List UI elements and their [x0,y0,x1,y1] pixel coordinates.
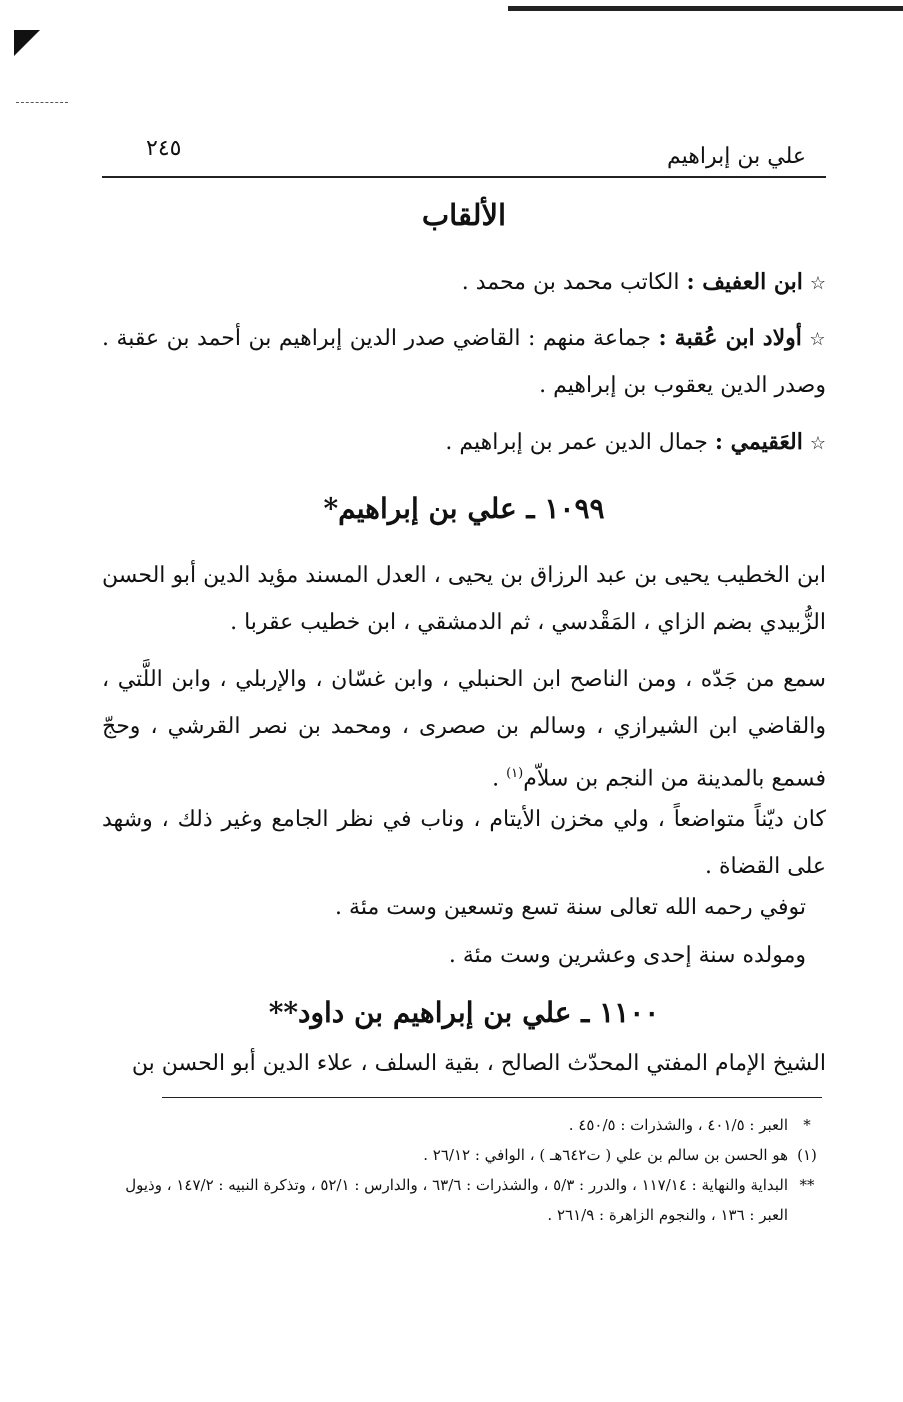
section-heading-laqab: الألقاب [421,198,507,232]
star-icon: ☆ [809,433,826,454]
laqab-name: أولاد ابن عُقبة : [658,325,802,351]
laqab-entry [102,419,826,467]
footnote-mark: ** [799,1176,815,1194]
star-icon: ☆ [809,329,826,350]
corner-triangle-mark [14,30,40,56]
footnote-text: العبر : ٤٠١/٥ ، والشذرات : ٤٥٠/٥ . [568,1116,788,1134]
footnote-mark: (١) [797,1146,817,1164]
footnote-text: البداية والنهاية : ١١٧/١٤ ، والدرر : ٥/٣ ، والشذرات : ٦٣/٦ ، والدارس : ٥٢/١ ، وتذكرة النبيه : ١٤٧/٢ ، وذيول العبر : ١٣٦ ، والنجوم الزاهرة : ٢٦١/٩ . [125,1176,788,1224]
footnote-mark: * [803,1116,811,1134]
running-head [102,132,826,178]
footnote [102,1170,826,1230]
scan-dash-mark [16,102,68,103]
biography-heading-1100: ١١٠٠ ـ علي بن إبراهيم بن داود** [268,996,660,1029]
footnote-separator [162,1097,822,1098]
footnote [102,1110,826,1140]
footnote [102,1140,826,1170]
laqab-name: ابن العفيف : [686,269,803,295]
biography-heading-1099: ١٠٩٩ ـ علي بن إبراهيم* [323,492,605,525]
laqab-entry [102,259,826,307]
laqab-entry [102,315,826,409]
biography-paragraph: ومولده سنة إحدى وعشرين وست مئة . [448,943,806,968]
footnote-text: هو الحسن بن سالم بن علي ( ت٦٤٢هـ ) ، الوافي : ٢٦/١٢ . [423,1146,788,1164]
biography-paragraph [102,656,826,802]
biography-paragraph: كان ديّناً متواضعاً ، ولي مخزن الأيتام ، وناب في نظر الجامع وغير ذلك ، وشهد على القضاة . [102,807,826,879]
laqab-text: الكاتب محمد بن محمد . [461,270,680,295]
biography-paragraph: ابن الخطيب يحيى بن عبد الرزاق بن يحيى ، العدل المسند مؤيد الدين أبو الحسن الزُّبيدي بضم الزاي ، المَقْدسي ، ثم الدمشقي ، ابن خطيب عقربا . [102,563,826,635]
paragraph-end: . [492,766,507,792]
biography-paragraph: الشيخ الإمام المفتي المحدّث الصالح ، بقية السلف ، علاء الدين أبو الحسن بن [131,1051,826,1076]
laqab-name: العَقيمي : [714,429,803,455]
star-icon: ☆ [809,273,826,294]
laqab-text: جمال الدين عمر بن إبراهيم . [445,430,708,455]
laqab-text: جماعة منهم : القاضي صدر الدين إبراهيم بن أحمد بن عقبة . وصدر الدين يعقوب بن إبراهيم . [102,326,826,398]
footnote-reference: (١) [506,766,524,781]
scan-edge-line [508,6,903,11]
biography-paragraph: توفي رحمه الله تعالى سنة تسع وتسعين وست مئة . [335,895,806,920]
paragraph-text: سمع من جَدّه ، ومن الناصح ابن الحنبلي ، وابن غسّان ، والإربلي ، وابن اللَّتي ، والقاضي ابن الشيرازي ، وسالم بن صصرى ، ومحمد بن نصر القرشي ، وحجّ فسمع بالمدينة من النجم بن سلاّم [102,667,826,792]
running-title: علي بن إبراهيم [667,144,806,169]
page-number: ٢٤٥ [146,136,182,161]
footnotes [102,1110,826,1230]
